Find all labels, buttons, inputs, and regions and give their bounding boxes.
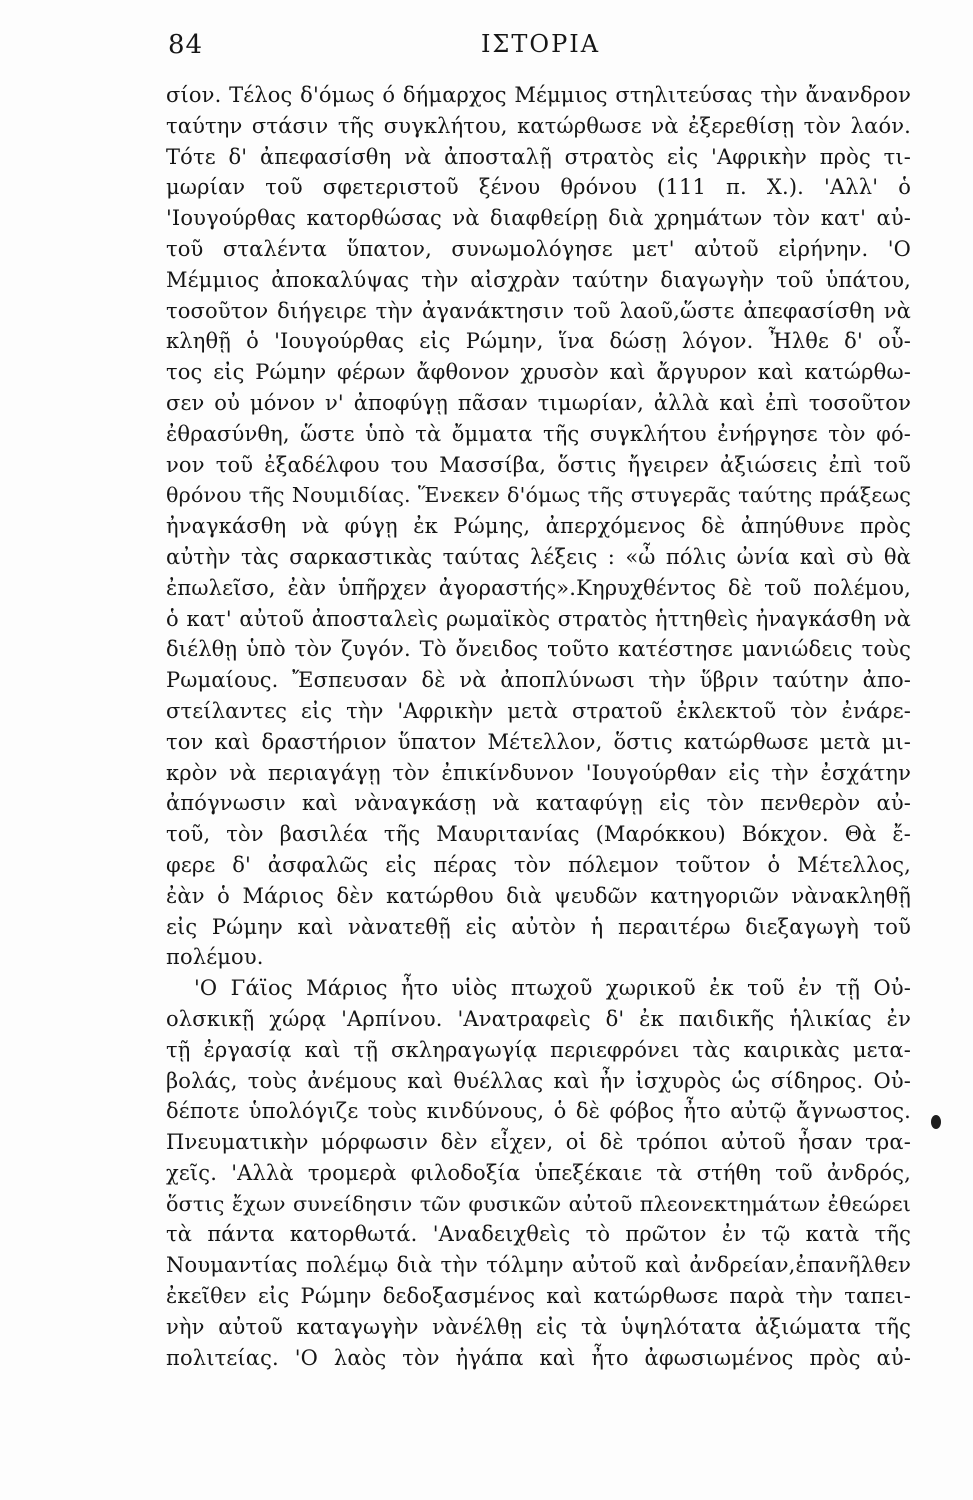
- page-header: [168, 30, 913, 66]
- text-line: διέλθῃ ὑπὸ τὸν ζυγόν. Τὸ ὄνειδος τοῦτο κατέστησε μανιώδεις τοὺς: [166, 637, 911, 662]
- text-line: ολσκικῇ χώρᾳ 'Αρπίνου. 'Ανατραφεὶς δ' ἐκ παιδικῆς ἡλικίας ἐν: [166, 1006, 911, 1031]
- text-line: νον τοῦ ἐξαδέλφου του Μασσίβα, ὅστις ἤγειρεν ἀξιώσεις ἐπὶ τοῦ: [166, 452, 911, 477]
- text-line: ἐκεῖθεν εἰς Ρώμην δεδοξασμένος καὶ κατώρθωσε παρὰ τὴν ταπει-: [166, 1284, 911, 1309]
- text-line: τὰ πάντα κατορθωτά. 'Αναδειχθεὶς τὸ πρῶτον ἐν τῷ κατὰ τῆς: [166, 1222, 911, 1247]
- text-line: ἐθρασύνθη, ὥστε ὑπὸ τὰ ὄμματα τῆς συγκλήτου ἐνήργησε τὸν φό-: [166, 421, 911, 446]
- text-line: Μέμμιος ἀποκαλύψας τὴν αἰσχρὰν ταύτην διαγωγὴν τοῦ ὑπάτου,: [166, 267, 911, 292]
- text-line: τοσοῦτον διήγειρε τὴν ἀγανάκτησιν τοῦ λαοῦ,ὥστε ἀπεφασίσθη νὰ: [166, 298, 911, 323]
- text-line: κληθῇ ὁ 'Ιουγούρθας εἰς Ρώμην, ἵνα δώσῃ λόγον. Ἦλθε δ' οὗ-: [166, 329, 911, 354]
- text-line: χεῖς. 'Αλλὰ τρομερὰ φιλοδοξία ὑπεξέκαιε τὰ στήθη τοῦ ἀνδρός,: [166, 1160, 911, 1185]
- text-line: τον καὶ δραστήριον ὕπατον Μέτελλον, ὅστις κατώρθωσε μετὰ μι-: [166, 729, 911, 754]
- text-line: ἐπωλεῖσο, ἐὰν ὑπῆρχεν ἀγοραστής».Κηρυχθέντος δὲ τοῦ πολέμου,: [166, 575, 911, 600]
- text-line: 'Ιουγούρθας κατορθώσας νὰ διαφθείρῃ διὰ χρημάτων τὸν κατ' αὐ-: [166, 206, 911, 231]
- margin-ink-dot: [931, 1115, 941, 1129]
- text-line: ἠναγκάσθη νὰ φύγῃ ἐκ Ρώμης, ἀπερχόμενος δὲ ἀπηύθυνε πρὸς: [166, 514, 911, 539]
- text-line: Νουμαντίας πολέμῳ διὰ τὴν τόλμην αὐτοῦ καὶ ἀνδρείαν,ἐπανῆλθεν: [166, 1253, 911, 1278]
- text-line: σεν οὐ μόνον ν' ἀποφύγῃ πᾶσαν τιμωρίαν, ἀλλὰ καὶ ἐπὶ τοσοῦτον: [166, 390, 911, 415]
- page-number: 84: [168, 30, 204, 60]
- text-line: ταύτην στάσιν τῆς συγκλήτου, κατώρθωσε νὰ ἐξερεθίσῃ τὸν λαόν.: [166, 113, 911, 138]
- running-title: ΙΣΤΟΡΙΑ: [480, 30, 601, 58]
- text-line: τῇ ἐργασίᾳ καὶ τῇ σκληραγωγίᾳ περιεφρόνει τὰς καιρικὰς μετα-: [166, 1037, 911, 1062]
- text-line: Πνευματικὴν μόρφωσιν δὲν εἶχεν, οἱ δὲ τρόποι αὐτοῦ ἦσαν τρα-: [166, 1130, 911, 1155]
- text-line: πολιτείας. 'Ο λαὸς τὸν ἠγάπα καὶ ἦτο ἀφωσιωμένος πρὸς αὐ-: [166, 1345, 911, 1370]
- text-line: στείλαντες εἰς τὴν 'Αφρικὴν μετὰ στρατοῦ ἐκλεκτοῦ τὸν ἐνάρε-: [166, 698, 911, 723]
- text-line: μωρίαν τοῦ σφετεριστοῦ ξένου θρόνου (111 π. Χ.). 'Αλλ' ὁ: [166, 175, 911, 200]
- paragraph-start-line: 'Ο Γάϊος Μάριος ἦτο υἱὸς πτωχοῦ χωρικοῦ ἐκ τοῦ ἐν τῇ Οὐ-: [194, 976, 911, 1001]
- text-line: τος εἰς Ρώμην φέρων ἄφθονον χρυσὸν καὶ ἄργυρον καὶ κατώρθω-: [166, 360, 911, 385]
- text-line: κρὸν νὰ περιαγάγῃ τὸν ἐπικίνδυνον 'Ιουγούρθαν εἰς τὴν ἐσχάτην: [166, 760, 911, 785]
- text-line: εἰς Ρώμην καὶ νὰνατεθῇ εἰς αὐτὸν ἡ περαιτέρω διεξαγωγὴ τοῦ: [166, 914, 911, 939]
- text-line: τοῦ σταλέντα ὕπατον, συνωμολόγησε μετ' αὐτοῦ εἰρήνην. 'Ο: [166, 236, 911, 261]
- text-line: ὅστις ἔχων συνείδησιν τῶν φυσικῶν αὐτοῦ πλεονεκτημάτων ἐθεώρει: [166, 1191, 911, 1216]
- text-line: σίον. Τέλος δ'όμως ό δήμαρχος Μέμμιος στηλιτεύσας τὴν ἄνανδρον: [166, 83, 911, 107]
- text-line: αὐτὴν τὰς σαρκαστικὰς ταύτας λέξεις : «ὦ πόλις ὠνία καὶ σὺ θὰ: [166, 544, 911, 569]
- text-line: Τότε δ' ἀπεφασίσθη νὰ ἀποσταλῇ στρατὸς εἰς 'Αφρικὴν πρὸς τι-: [166, 144, 911, 169]
- text-line: θρόνου τῆς Νουμιδίας. Ἕνεκεν δ'όμως τῆς στυγερᾶς ταύτης πράξεως: [166, 483, 911, 508]
- text-line: βολάς, τοὺς ἀνέμους καὶ θυέλλας καὶ ἦν ἰσχυρὸς ὡς σίδηρος. Οὐ-: [166, 1068, 911, 1093]
- text-line: νὴν αὐτοῦ καταγωγὴν νὰνέλθῃ εἰς τὰ ὑψηλότατα ἀξιώματα τῆς: [166, 1314, 911, 1339]
- text-line: ἐὰν ὁ Μάριος δὲν κατώρθου διὰ ψευδῶν κατηγοριῶν νὰνακληθῇ: [166, 883, 911, 908]
- text-line: ἀπόγνωσιν καὶ νὰναγκάσῃ νὰ καταφύγῃ εἰς τὸν πενθερὸν αὐ-: [166, 791, 911, 816]
- text-line: Ρωμαίους. Ἔσπευσαν δὲ νὰ ἀποπλύνωσι τὴν ὕβριν ταύτην ἀπο-: [166, 668, 911, 693]
- text-line: φερε δ' ἀσφαλῶς εἰς πέρας τὸν πόλεμον τοῦτον ὁ Μέτελλος,: [166, 852, 911, 877]
- body-text: [166, 80, 911, 1373]
- paragraph-end-line: πολέμου.: [166, 945, 264, 970]
- text-line: ὁ κατ' αὐτοῦ ἀποσταλεὶς ρωμαϊκὸς στρατὸς ἡττηθεὶς ἠναγκάσθη νὰ: [166, 606, 911, 631]
- text-line: τοῦ, τὸν βασιλέα τῆς Μαυριτανίας (Μαρόκκου) Βόκχον. Θὰ ἔ-: [166, 822, 911, 847]
- text-line: δέποτε ὑπολόγιζε τοὺς κινδύνους, ὁ δὲ φόβος ἦτο αὐτῷ ἄγνωστος.: [166, 1099, 911, 1124]
